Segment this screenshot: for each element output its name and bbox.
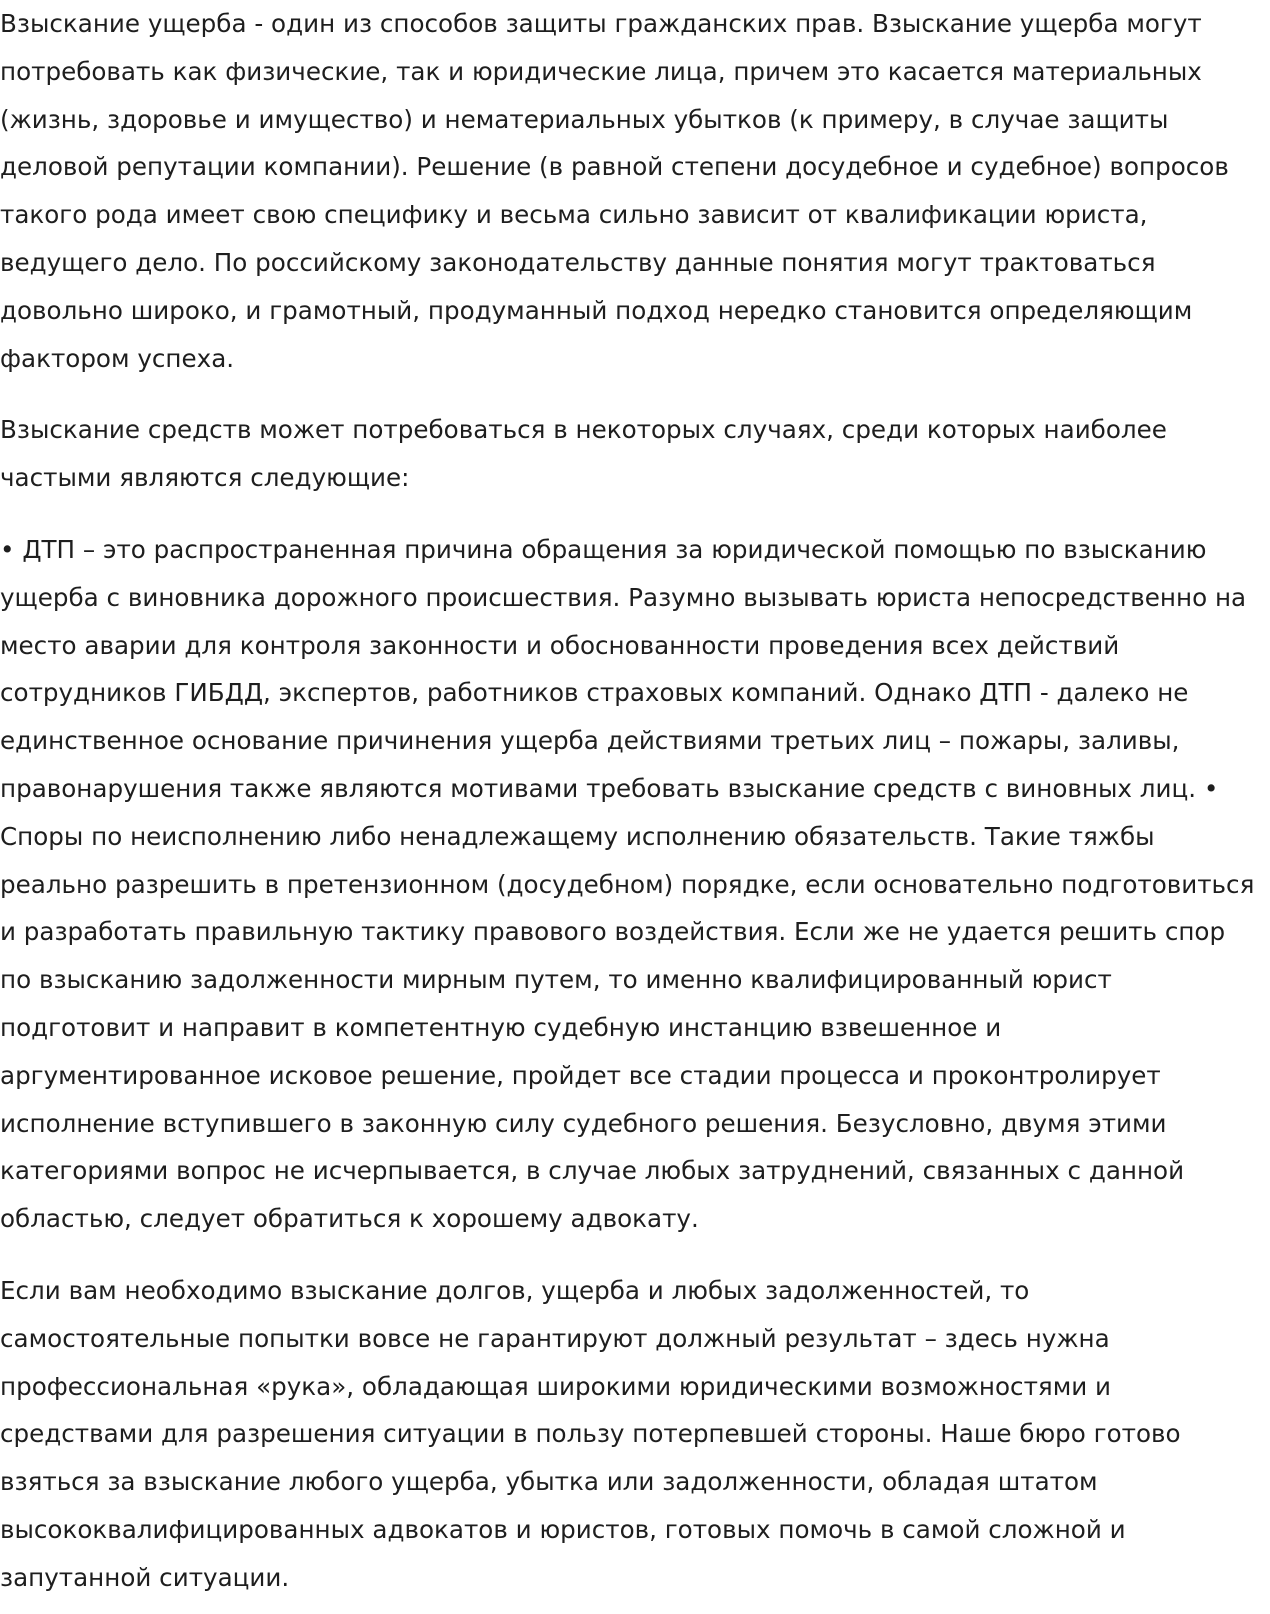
paragraph-conclusion: Если вам необходимо взыскание долгов, ущерба и любых задолженностей, то самостоятельные попытки вовсе не гарантируют должный результат – здесь нужна профессиональная «рука», обладающая широкими юридическими возможностями и средствами для разрешения ситуации в пользу потерпевшей стороны. Наше бюро готово взяться за взыскание любого ущерба, убытка или задолженности, обладая штатом высококвалифицированных адвокатов и юристов, готовых помочь в самой сложной и запутанной ситуации.: [0, 1275, 1181, 1592]
paragraph-cases-lead: Взыскание средств может потребоваться в некоторых случаях, среди которых наиболее частыми являются следующие:: [0, 415, 1167, 493]
paragraph-intro: Взыскание ущерба - один из способов защиты гражданских прав. Взыскание ущерба могут потребовать как физические, так и юридические лица, причем это касается материальных (жизнь, здоровье и имущество) и нематериальных убытков (к примеру, в случае защиты деловой репутации компании). Решение (в равной степени досудебное и судебное) вопросов такого рода имеет свою специфику и весьма сильно зависит от квалификации юриста, ведущего дело. По российскому законодательству данные понятия могут трактоваться довольно широко, и грамотный, продуманный подход нередко становится определяющим фактором успеха.: [0, 9, 1229, 373]
paragraph-cases-list: • ДТП – это распространенная причина обращения за юридической помощью по взысканию ущерба с виновника дорожного происшествия. Разумно вызывать юриста непосредственно на место аварии для контроля законности и обоснованности проведения всех действий сотрудников ГИБДД, экспертов, работников страховых компаний. Однако ДТП - далеко не единственное основание причинения ущерба действиями третьих лиц – пожары, заливы, правонарушения также являются мотивами требовать взыскание средств с виновных лиц. • Споры по неисполнению либо ненадлежащему исполнению обязательств. Такие тяжбы реально разрешить в претензионном (досудебном) порядке, если основательно подготовиться и разработать правильную тактику правового воздействия. Если же не удается решить спор по взысканию задолженности мирным путем, то именно квалифицированный юрист подготовит и направит в компетентную судебную инстанцию взвешенное и аргументированное исковое решение, пройдет все стадии процесса и проконтролирует исполнение вступившего в законную силу судебного решения. Безусловно, двумя этими категориями вопрос не исчерпывается, в случае любых затруднений, связанных с данной областью, следует обратиться к хорошему адвокату.: [0, 534, 1255, 1234]
